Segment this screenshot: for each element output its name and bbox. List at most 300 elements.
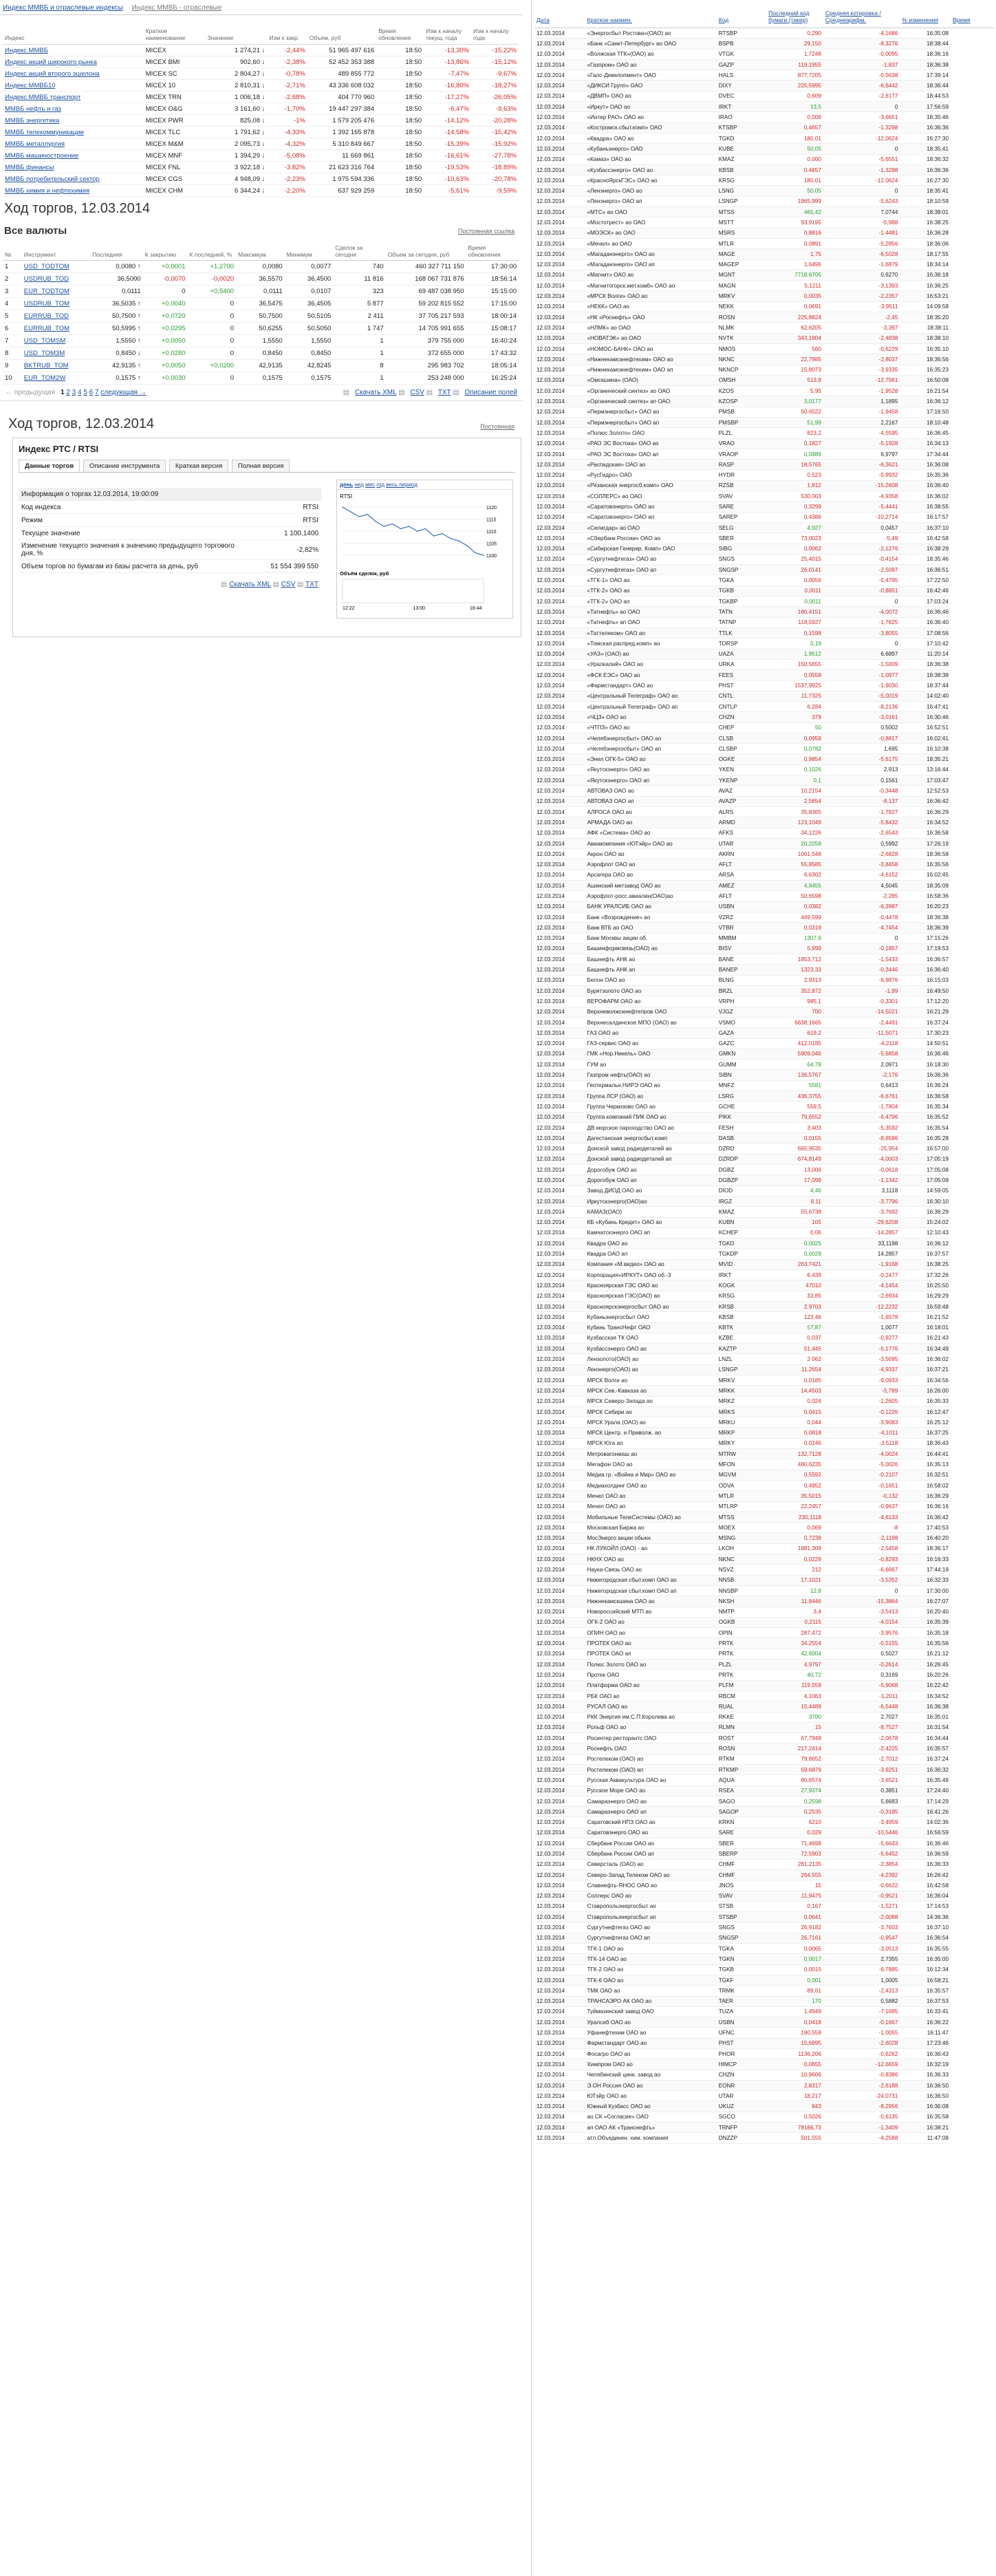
- table-row: [534, 901, 994, 912]
- instrument-link[interactable]: USD_TOMSM: [23, 337, 66, 345]
- stock-avg: -0,3448: [823, 786, 900, 796]
- stock-date: 12.03.2014: [534, 1986, 585, 1996]
- stock-avg: -10,5446: [823, 1827, 900, 1838]
- to-last: 0: [187, 347, 236, 360]
- col-date[interactable]: Дата: [534, 1, 585, 28]
- table-row: [534, 1207, 994, 1217]
- stock-time: 16:35:01: [900, 1712, 951, 1722]
- stock-avg: -1,7825: [823, 617, 900, 627]
- stock-avg: 6,6897: [823, 649, 900, 659]
- stock-time: 16:38:55: [900, 502, 951, 512]
- index-link[interactable]: Индекс ММВБ10: [5, 81, 56, 89]
- instrument-link[interactable]: USD_TOM3M: [23, 350, 65, 357]
- table-row: [534, 417, 994, 427]
- y-tick-label: 1105: [486, 541, 497, 547]
- stock-date: 12.03.2014: [534, 1880, 585, 1891]
- stock-code: SBERP: [717, 1849, 766, 1859]
- stock-time: 16:36:40: [900, 965, 951, 975]
- stock-name: ГУМ ао: [585, 1060, 716, 1070]
- stock-avg: -2,1198: [823, 1533, 900, 1543]
- volume: 51 965 497 616: [307, 45, 376, 56]
- stock-date: 12.03.2014: [534, 249, 585, 259]
- stock-date: 12.03.2014: [534, 323, 585, 333]
- table-row: [534, 1533, 994, 1543]
- index-link[interactable]: ММВБ нефть и газ: [5, 105, 61, 113]
- table-row: [534, 1364, 994, 1375]
- stock-last-price: 2,9703: [766, 1301, 823, 1311]
- col-name[interactable]: Краткое наимен.: [585, 1, 716, 28]
- table-row: [534, 1396, 994, 1406]
- tab-index-sector[interactable]: Индекс ММВБ - отраслевые: [131, 4, 222, 12]
- rtsi-point: [367, 514, 368, 515]
- stock-time: 16:36:04: [900, 1891, 951, 1901]
- stock-avg: -4,0024: [823, 1449, 900, 1459]
- stock-code: CHEP: [717, 722, 766, 733]
- stock-last-price: 51,99: [766, 417, 823, 427]
- stock-time: 16:34:56: [900, 1375, 951, 1386]
- stock-avg: -2,7012: [823, 1754, 900, 1764]
- stock-last-price: 0,0641: [766, 1912, 823, 1922]
- stock-name: ап ОАО АК «Транснефть»: [585, 2123, 716, 2133]
- stock-time: 18:38:01: [900, 207, 951, 217]
- index-link[interactable]: Индекс акций широкого рынка: [5, 58, 97, 66]
- stock-date: 12.03.2014: [534, 1259, 585, 1269]
- stock-avg: -5,4795: [823, 575, 900, 586]
- stock-avg: -1,2605: [823, 1396, 900, 1406]
- stock-avg: -2,285: [823, 891, 900, 901]
- stock-name: Завод ДИОД ОАО ао: [585, 1185, 716, 1196]
- stock-name: ТГК-2 ОАО ао: [585, 1964, 716, 1975]
- instrument-link[interactable]: EURRUB_TOD: [23, 312, 69, 320]
- stock-last-price: 287,472: [766, 1628, 823, 1638]
- stock-time: 16:36:50: [900, 2080, 951, 2090]
- stock-last-price: 352,872: [766, 986, 823, 996]
- table-row: [534, 1301, 994, 1311]
- stock-time: 16:12:47: [900, 1406, 951, 1417]
- stock-avg: -8,2956: [823, 2101, 900, 2112]
- index-link[interactable]: ММВБ финансы: [5, 163, 54, 171]
- stock-time: 16:02:41: [900, 733, 951, 743]
- index-link[interactable]: ММВБ энергетика: [5, 116, 60, 125]
- stock-name: «Кубаньэнерго» ОАО: [585, 144, 716, 154]
- stock-time: 16:57:00: [900, 1144, 951, 1154]
- rtsi-box: [12, 438, 521, 637]
- stock-code: TGKB: [717, 586, 766, 596]
- stock-name: «КрасноЯрскГЭС» ОАО ао: [585, 175, 716, 186]
- instrument-link[interactable]: USDRUB_TOM: [23, 300, 70, 308]
- rtsi-point: [483, 555, 484, 556]
- stock-time: 16:36:08: [900, 2101, 951, 2112]
- stock-last-price: 264,555: [766, 1869, 823, 1880]
- col-volume: Объем, руб: [307, 18, 376, 45]
- stock-code: SIBN: [717, 1070, 766, 1080]
- stock-name: «ЧЦЗ» ОАО ао: [585, 712, 716, 722]
- field-label: Изменение текущего значения к значению предыдущего торгового дня, %: [19, 540, 251, 560]
- stock-name: Арсагера ОАО ао: [585, 870, 716, 880]
- chart-tab-month[interactable]: мес: [365, 482, 376, 488]
- stock-code: MRKU: [717, 1417, 766, 1428]
- chart-tab-day[interactable]: день: [340, 482, 354, 488]
- table-row: [534, 1144, 994, 1154]
- table-row: [534, 207, 994, 217]
- stock-name: РУСАЛ ОАО ао: [585, 1702, 716, 1712]
- col-last-price[interactable]: Последний код бумаги (тикер): [766, 1, 823, 28]
- stock-last-price: 18,5765: [766, 460, 823, 470]
- tab-trade-data[interactable]: Данные торгов: [19, 460, 80, 472]
- stock-last-price: 1,7248: [766, 49, 823, 59]
- change-year: -18,27%: [471, 80, 519, 92]
- page-5[interactable]: 5: [83, 389, 87, 396]
- stock-avg: -3,7603: [823, 1922, 900, 1933]
- tab-short-version[interactable]: Краткая версия: [169, 460, 228, 472]
- stock-code: DASB: [717, 1133, 766, 1144]
- download-xml[interactable]: Скачать XML: [354, 389, 397, 396]
- max: 1,5550: [236, 335, 285, 347]
- stock-time: 14:02:36: [900, 1817, 951, 1827]
- stock-time: 16:36:29: [900, 1491, 951, 1501]
- last: 0,8450 ↓: [90, 347, 142, 360]
- table-row: [534, 1122, 994, 1133]
- field-value: 51 554 399 550: [251, 560, 321, 573]
- stock-name: Э.ОН Россия ОАО ао: [585, 2080, 716, 2090]
- stock-code: ARSA: [717, 870, 766, 880]
- row-number: 9: [3, 360, 22, 372]
- rtsi-permalink[interactable]: Постоянная: [480, 423, 515, 430]
- stock-name: Кузбасская ТК ОАО: [585, 1333, 716, 1343]
- stock-name: «НОВАТЭК» ао ОАО: [585, 333, 716, 343]
- stock-last-price: 6,284: [766, 702, 823, 712]
- stock-time: 18:36:16: [900, 49, 951, 59]
- table-row: [534, 1975, 994, 1985]
- stock-code: BSPB: [717, 39, 766, 49]
- stock-name: АВТОВАЗ ОАО ао: [585, 786, 716, 796]
- chart-tab-all[interactable]: весь период: [386, 482, 418, 488]
- stock-last-price: 530,003: [766, 491, 823, 502]
- stock-date: 12.03.2014: [534, 1849, 585, 1859]
- stock-time: 16:21:54: [900, 386, 951, 396]
- stock-date: 12.03.2014: [534, 1428, 585, 1438]
- stock-time: 16:36:43: [900, 2049, 951, 2059]
- table-row: [534, 1060, 994, 1070]
- instrument-link[interactable]: USD_TODTOM: [23, 263, 69, 270]
- stock-name: Камчатскэнерго ОАО ап: [585, 1227, 716, 1238]
- to-last: 0: [187, 310, 236, 323]
- stock-date: 12.03.2014: [534, 1270, 585, 1280]
- update-time: 17:15:00: [466, 298, 519, 310]
- stock-last-price: 0,8816: [766, 228, 823, 238]
- stock-time: 16:35:28: [900, 1133, 951, 1144]
- short-name: MICEX FNL: [144, 162, 206, 173]
- pager-next[interactable]: следующая →: [100, 389, 147, 396]
- stock-name: «Центральный Телеграф» ОАО ап: [585, 702, 716, 712]
- col-to-last: К последней, %: [187, 239, 236, 261]
- stock-time: 16:42:58: [900, 533, 951, 544]
- stock-date: 12.03.2014: [534, 270, 585, 280]
- chart-tab-year[interactable]: год: [376, 482, 385, 488]
- table-row: [534, 122, 994, 133]
- stock-last-price: 985,1: [766, 996, 823, 1007]
- stock-name: ТГК-6 ОАО ао: [585, 1975, 716, 1985]
- stock-name: Саратовэнерго ОАО ао: [585, 1827, 716, 1838]
- stock-code: IRKT: [717, 102, 766, 112]
- page-4[interactable]: 4: [77, 389, 82, 396]
- stock-avg: -0,9277: [823, 1333, 900, 1343]
- table-row: [534, 1007, 994, 1017]
- table-row: [534, 196, 994, 206]
- stock-avg: -2,6543: [823, 828, 900, 838]
- stock-last-price: 25,4015: [766, 554, 823, 564]
- table-row: [534, 1512, 994, 1522]
- index-link[interactable]: Индекс ММВБ: [5, 46, 48, 54]
- stock-name: Белон ОАО ао: [585, 975, 716, 985]
- stock-last-price: 136,5767: [766, 1070, 823, 1080]
- stock-last-price: 0,2535: [766, 1807, 823, 1817]
- instrument-link[interactable]: EURRUB_TOM: [23, 325, 70, 332]
- stock-code: SNGS: [717, 554, 766, 564]
- stock-date: 12.03.2014: [534, 659, 585, 669]
- change-ytd: -5,61%: [424, 185, 471, 197]
- stock-code: SARE: [717, 502, 766, 512]
- stock-time: 16:02:45: [900, 870, 951, 880]
- change-ytd: -14,12%: [424, 115, 471, 127]
- stock-name: Кубань ТрансНефт ОАО: [585, 1322, 716, 1333]
- stock-name: Башнефть АНК ао: [585, 954, 716, 965]
- stock-code: ARMD: [717, 817, 766, 828]
- index-link[interactable]: Индекс ММВБ транспорт: [5, 93, 81, 101]
- instrument-link[interactable]: EUR_TODTOM: [23, 288, 69, 295]
- fields-description[interactable]: Описание полей: [464, 389, 517, 396]
- stock-name: Ростелеком (ОАО) ао: [585, 1754, 716, 1764]
- stock-last-price: 6,439: [766, 1270, 823, 1280]
- stock-time: 17:32:26: [900, 1270, 951, 1280]
- stock-date: 12.03.2014: [534, 164, 585, 175]
- stock-name: «Сургутнефтегаз» ОАО ап: [585, 565, 716, 575]
- stock-last-price: 55,6738: [766, 1207, 823, 1217]
- stock-last-price: 2,9313: [766, 975, 823, 985]
- table-row: [534, 849, 994, 859]
- stock-date: 12.03.2014: [534, 438, 585, 449]
- time: 18:50: [376, 92, 424, 103]
- table-row: [534, 975, 994, 985]
- stock-time: 16:36:29: [900, 1207, 951, 1217]
- rtsi-download-csv[interactable]: CSV: [281, 580, 296, 588]
- stock-code: CHMF: [717, 1859, 766, 1869]
- change: -2,38%: [267, 56, 307, 68]
- stock-avg: -12,0624: [823, 133, 900, 143]
- stock-date: 12.03.2014: [534, 59, 585, 69]
- stock-date: 12.03.2014: [534, 502, 585, 512]
- row-number: 8: [3, 347, 22, 360]
- stock-date: 12.03.2014: [534, 1049, 585, 1059]
- stock-last-price: 3,0177: [766, 396, 823, 407]
- rtsi-point: [475, 552, 476, 554]
- stock-date: 12.03.2014: [534, 764, 585, 775]
- table-row: [534, 1280, 994, 1291]
- stock-date: 12.03.2014: [534, 597, 585, 607]
- stock-last-price: 0,0065: [766, 1944, 823, 1954]
- col-avg[interactable]: Средняя котировка / Среднеарифм.: [823, 1, 900, 28]
- stock-time: 18:36:38: [900, 59, 951, 69]
- table-row: [534, 817, 994, 828]
- stock-date: 12.03.2014: [534, 965, 585, 975]
- stock-time: 17:03:47: [900, 775, 951, 786]
- index-link[interactable]: ММВБ потребительский сектор: [5, 175, 100, 183]
- stock-code: MRKY: [717, 1438, 766, 1448]
- deals: 1: [333, 372, 385, 385]
- stock-avg: -4,9337: [823, 1364, 900, 1375]
- stock-code: USBN: [717, 2017, 766, 2028]
- stock-avg: -2,3854: [823, 1859, 900, 1869]
- rtsi-download-xml[interactable]: Скачать XML: [229, 580, 271, 588]
- page-7[interactable]: 7: [95, 389, 99, 396]
- stock-name: «Пермэнергосбыт» ОАО ао: [585, 407, 716, 417]
- stock-last-price: 6638,1665: [766, 1017, 823, 1027]
- stock-date: 12.03.2014: [534, 1628, 585, 1638]
- stock-avg: -0,6622: [823, 1880, 900, 1891]
- instrument-link[interactable]: USDRUB_TOD: [23, 275, 69, 283]
- stock-last-price: 6210: [766, 1817, 823, 1827]
- index-link[interactable]: ММВБ химия и нефтехимия: [5, 186, 90, 195]
- stock-last-price: 0,0229: [766, 1554, 823, 1565]
- stock-code: KZBE: [717, 1333, 766, 1343]
- change-ytd: -17,27%: [424, 92, 471, 103]
- update-time: 18:05:14: [466, 360, 519, 372]
- page-2[interactable]: 2: [66, 389, 70, 396]
- tab-index-main[interactable]: Индекс ММВБ и отраслевые индексы: [3, 4, 123, 12]
- table-row: [534, 838, 994, 848]
- page-3[interactable]: 3: [72, 389, 76, 396]
- stock-name: «Селигдар» ао ОАО: [585, 522, 716, 533]
- col-code[interactable]: Код: [717, 1, 766, 28]
- table-row: [534, 806, 994, 817]
- stock-avg: -1,9458: [823, 407, 900, 417]
- stock-last-price: 59,6879: [766, 1764, 823, 1774]
- tab-instrument-desc[interactable]: Описание инструмента: [83, 460, 166, 472]
- stock-avg: -0,3195: [823, 1807, 900, 1817]
- stock-date: 12.03.2014: [534, 586, 585, 596]
- index-link[interactable]: Индекс акций второго эшелона: [5, 69, 100, 78]
- stock-avg: -6,5448: [823, 1702, 900, 1712]
- stock-date: 12.03.2014: [534, 2049, 585, 2059]
- stock-time: 16:21:43: [900, 1333, 951, 1343]
- stock-last-price: 465,42: [766, 207, 823, 217]
- table-row: [3, 310, 519, 323]
- stock-name: АВТОВАЗ ОАО ап: [585, 796, 716, 806]
- stock-date: 12.03.2014: [534, 744, 585, 754]
- stock-date: 12.03.2014: [534, 1775, 585, 1785]
- instrument-link[interactable]: BKTRUB_TOM: [23, 362, 69, 369]
- max: 50,6255: [236, 323, 285, 335]
- table-row: [534, 1596, 994, 1607]
- stock-code: MTSS: [717, 207, 766, 217]
- pager-prev[interactable]: ← предыдущая: [6, 389, 56, 396]
- stock-date: 12.03.2014: [534, 1480, 585, 1490]
- stock-code: OMSH: [717, 375, 766, 385]
- stock-date: 12.03.2014: [534, 617, 585, 627]
- table-row: [534, 1754, 994, 1764]
- stock-date: 12.03.2014: [534, 1459, 585, 1470]
- time: 18:50: [376, 138, 424, 150]
- col-num: №: [3, 239, 22, 261]
- stock-name: Ленэнерго(ОАО) ао: [585, 1364, 716, 1375]
- value: 2 095,73 ↓: [206, 138, 268, 150]
- stock-date: 12.03.2014: [534, 1344, 585, 1354]
- stock-date: 12.03.2014: [534, 102, 585, 112]
- stock-last-price: 150,5655: [766, 659, 823, 669]
- stock-code: TORSP: [717, 638, 766, 649]
- col-stock-time[interactable]: Время: [951, 1, 994, 28]
- stock-last-price: 3,4: [766, 1607, 823, 1617]
- stock-last-price: 71,4698: [766, 1838, 823, 1849]
- stock-time: 16:35:58: [900, 2112, 951, 2122]
- tab-full-version[interactable]: Полная версия: [232, 460, 290, 472]
- stock-date: 12.03.2014: [534, 428, 585, 438]
- stock-name: «Магаданэнерго» ОАО ао: [585, 249, 716, 259]
- stock-last-price: 190,558: [766, 2028, 823, 2038]
- stock-name: Рольф ОАО ао: [585, 1722, 716, 1732]
- stocks-panel: [531, 0, 996, 2576]
- stock-avg: -3,5695: [823, 1354, 900, 1364]
- last: 42,9135 ↑: [90, 360, 142, 372]
- chart-tab-week[interactable]: нед: [354, 482, 364, 488]
- stock-name: Аэрофлот ОАО ао: [585, 859, 716, 870]
- stock-date: 12.03.2014: [534, 1922, 585, 1933]
- deals: 2 411: [333, 310, 385, 323]
- instrument-link[interactable]: EUR_TOM2W: [23, 374, 66, 382]
- stock-avg: -4,7454: [823, 923, 900, 933]
- stock-code: MRKV: [717, 1375, 766, 1386]
- table-row: [3, 335, 519, 347]
- index-link[interactable]: ММВБ машиностроение: [5, 151, 79, 160]
- table-row: [3, 162, 519, 173]
- stock-name: Авиакомпания «ЮТэйр» ОАО ао: [585, 838, 716, 848]
- stock-avg: -1,7827: [823, 806, 900, 817]
- stock-time: 16:29:29: [900, 1291, 951, 1301]
- stock-avg: -0,3301: [823, 996, 900, 1007]
- stock-avg: 0: [823, 1585, 900, 1596]
- index-link[interactable]: ММВБ металлургия: [5, 140, 65, 148]
- col-pct[interactable]: % изменения: [900, 1, 951, 28]
- to-close: +0,0030: [143, 372, 188, 385]
- stock-name: МРСК Волги ао: [585, 1375, 716, 1386]
- stock-code: RASP: [717, 460, 766, 470]
- page-1[interactable]: 1: [60, 389, 65, 396]
- stock-time: 16:36:38: [900, 1702, 951, 1712]
- permalink[interactable]: Постоянная ссылка: [457, 228, 515, 235]
- download-csv[interactable]: CSV: [410, 389, 424, 396]
- index-link[interactable]: ММВБ телекоммуникации: [5, 128, 84, 136]
- stock-avg: -6,3621: [823, 460, 900, 470]
- stock-date: 12.03.2014: [534, 712, 585, 722]
- stock-name: Химпром ОАО ао: [585, 2059, 716, 2070]
- stock-last-price: 10,2154: [766, 786, 823, 796]
- stock-time: 14:50:51: [900, 1038, 951, 1049]
- rtsi-point: [409, 526, 410, 527]
- rtsi-download-txt[interactable]: TXT: [305, 580, 318, 588]
- stock-avg: 0: [823, 102, 900, 112]
- page-6[interactable]: 6: [89, 389, 94, 396]
- stock-time: 16:37:24: [900, 1754, 951, 1764]
- stock-last-price: 132,7128: [766, 1449, 823, 1459]
- table-row: [3, 56, 519, 68]
- stock-name: Мечел ОАО ао: [585, 1491, 716, 1501]
- download-txt[interactable]: TXT: [437, 389, 451, 396]
- stock-date: 12.03.2014: [534, 954, 585, 965]
- stock-date: 12.03.2014: [534, 396, 585, 407]
- stock-code: SIBG: [717, 544, 766, 554]
- stock-name: Протек ОАО: [585, 1670, 716, 1680]
- stock-code: AVAZ: [717, 786, 766, 796]
